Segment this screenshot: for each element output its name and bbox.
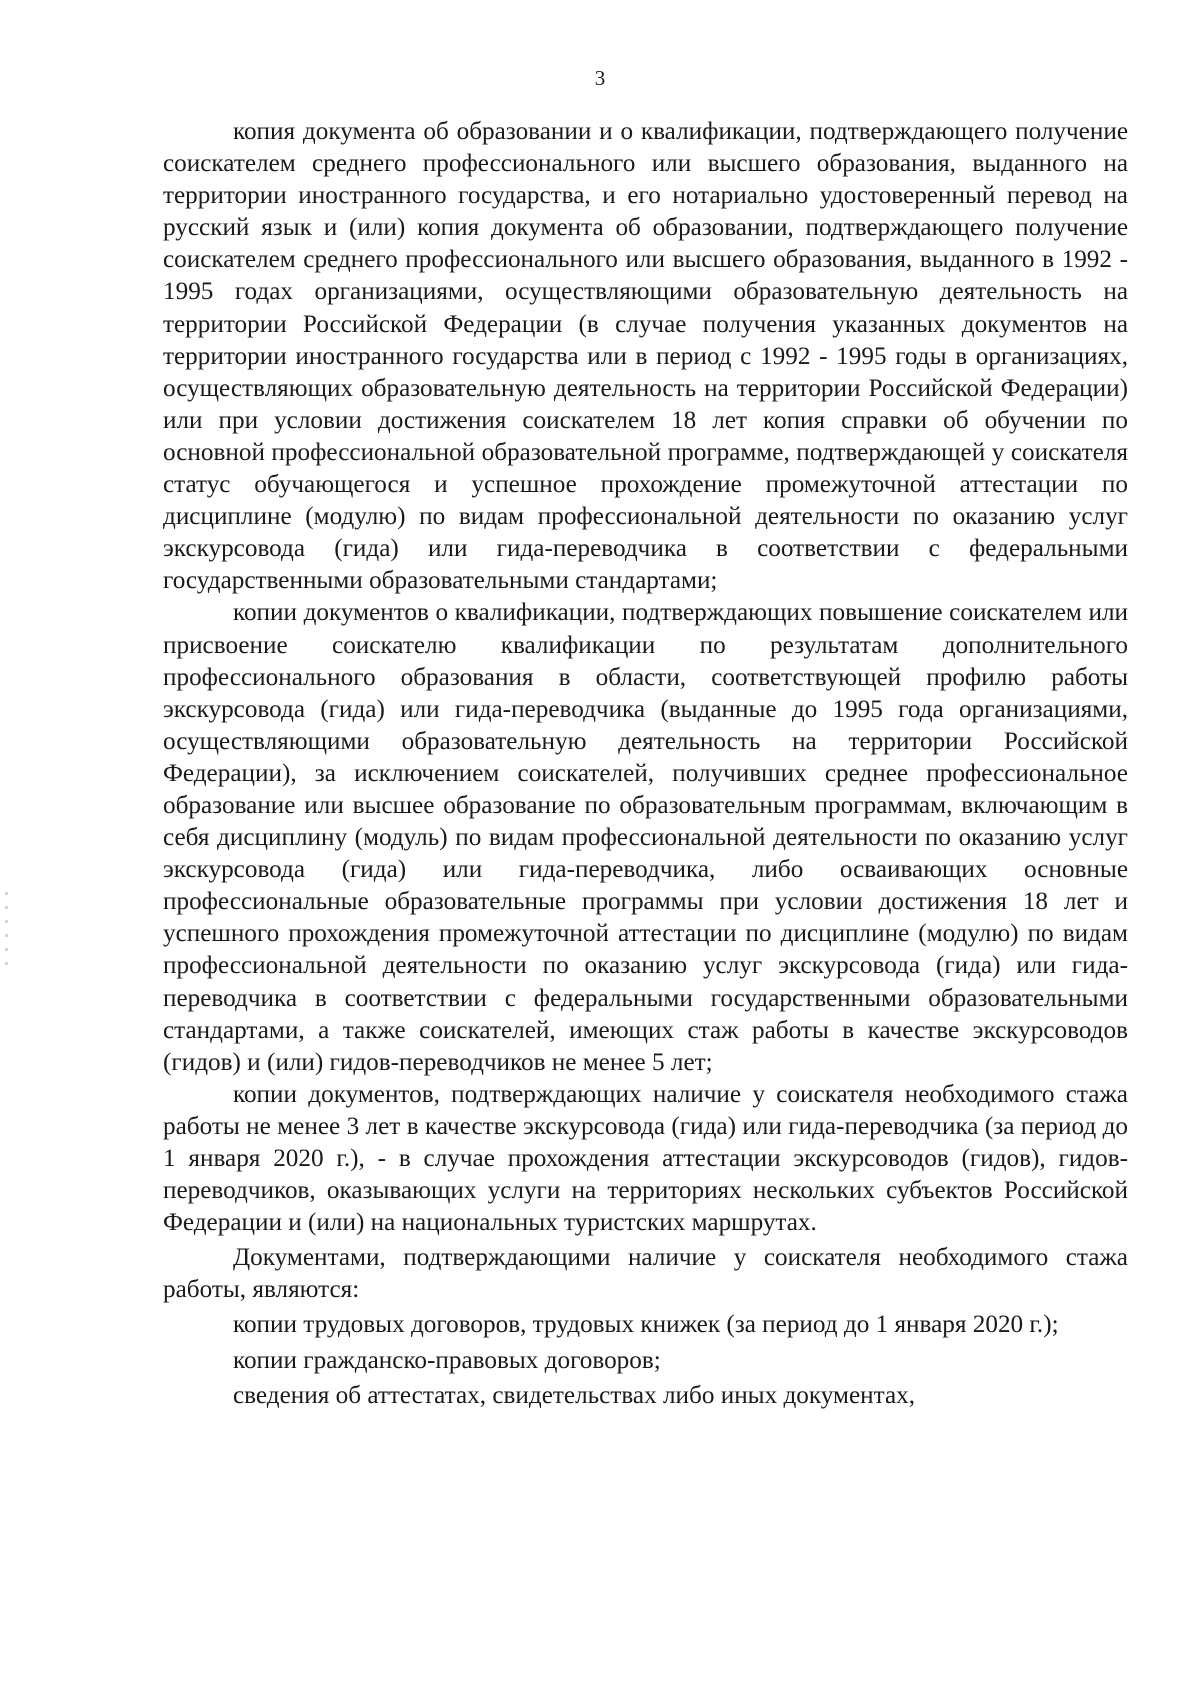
list-item-civil-contracts: копии гражданско-правовых договоров; — [233, 1346, 661, 1374]
paragraph-qualification-documents: копии документов о квалификации, подтверждающих повышение соискателем или присвоение соискателю квалификации по результатам дополнительного профессионального образования в области, соответствующей профилю работы экскурсовода (гида) или гида-переводчика (выданные до 1995 года организациями, осуществляющими образовательную деятельность на территории Российской Федерации), за исключением соискателей, получивших среднее профессиональное образование или высшее образование по образовательным программам, включающим в себя дисциплину (модуль) по видам профессиональной деятельности по оказанию услуг экскурсовода (гида) или гида-переводчика, либо осваивающих основные профессиональные образовательные программы при условии достижения 18 лет и успешного прохождения промежуточной аттестации по дисциплине (модулю) по видам профессиональной деятельности по оказанию услуг экскурсовода (гида) или гида-переводчика в соответствии с федеральными государственными образовательными стандартами, а также соискателей, имеющих стаж работы в качестве экскурсоводов (гидов) и (или) гидов-переводчиков не менее 5 лет; — [163, 599, 1128, 1076]
list-item-certificates: сведения об аттестатах, свидетельствах либо иных документах, — [233, 1381, 916, 1409]
list-item-employment-contracts: копии трудовых договоров, трудовых книжек (за период до 1 января 2020 г.); — [233, 1311, 1059, 1339]
paragraph-experience-proof-intro: Документами, подтверждающими наличие у соискателя необходимого стажа работы, являются: — [163, 1244, 1128, 1304]
page-number: 3 — [594, 66, 606, 90]
paragraph-work-experience-documents: копии документов, подтверждающих наличие у соискателя необходимого стажа работы не менее 3 лет в качестве экскурсовода (гида) или гида-переводчика (за период до 1 января 2020 г.), - в случае прохождения аттестации экскурсоводов (гидов), гидов-переводчиков, оказывающих услуги на территориях нескольких субъектов Российской Федерации и (или) на национальных туристских маршрутах. — [163, 1080, 1128, 1237]
paragraph-foreign-education-copy: копия документа об образовании и о квалификации, подтверждающего получение соискателем среднего профессионального или высшего образования, выданного на территории иностранного государства, и его нотариально удостоверенный перевод на русский язык и (или) копия документа об образовании, подтверждающего получение соискателем среднего профессионального или высшего образования, выданного в 1992 - 1995 годах организациями, осуществляющими образовательную деятельность на территории Российской Федерации (в случае получения указанных документов на территории иностранного государства или в период с 1992 - 1995 годы в организациях, осуществляющих образовательную деятельность на территории Российской Федерации) или при условии достижения соискателем 18 лет копия справки об обучении по основной профессиональной образовательной программе, подтверждающей у соискателя статус обучающегося и успешное прохождение промежуточной аттестации по дисциплине (модулю) по видам профессиональной деятельности по оказанию услуг экскурсовода (гида) или гида-переводчика в соответствии с федеральными государственными образовательными стандартами; — [163, 118, 1128, 595]
scan-margin-marks — [0, 892, 16, 982]
document-body — [163, 116, 1128, 1412]
